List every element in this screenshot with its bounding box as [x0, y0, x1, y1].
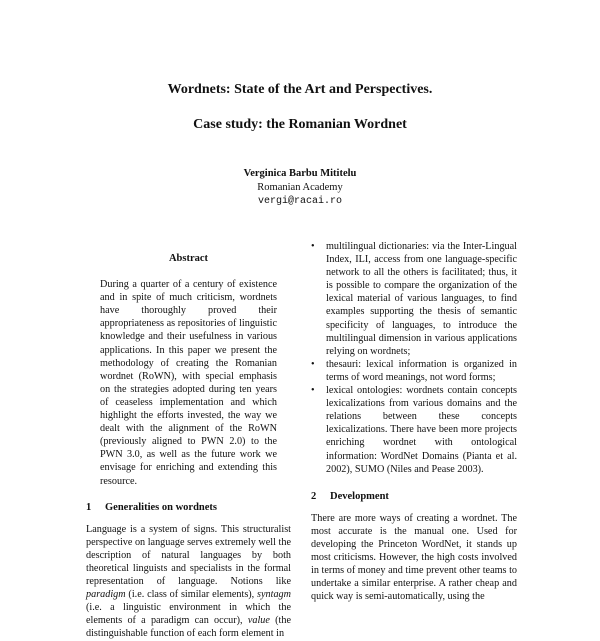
- author-name: Verginica Barbu Mititelu: [243, 168, 357, 179]
- left-column: [86, 252, 291, 641]
- section-1-heading: [86, 501, 291, 514]
- bullet-list: [311, 240, 517, 476]
- section-2-heading: [311, 490, 517, 503]
- term-value: value: [247, 615, 270, 627]
- section-1-title: Generalities on wordnets: [105, 501, 217, 513]
- paper-title-line1: Wordnets: State of the Art and Perspectives.: [167, 82, 433, 97]
- author-block: [0, 167, 600, 209]
- author-email: vergi@racai.ro: [257, 196, 342, 207]
- section-1-number: 1: [86, 501, 92, 513]
- bullet-icon: •: [311, 241, 315, 252]
- section-2-title: Development: [330, 490, 389, 502]
- bullet-icon: •: [311, 385, 315, 397]
- section-2-text: There are more ways of creating a wordnet. The most accurate is the manual one. Used for developing the Princeton WordNet, it stands up most criticisms. However, the high costs involved in terms of money and time prevent other teams to undertake a similar enterprise. A rather cheap and quick way is semi-automatically, using the: [311, 512, 517, 603]
- abstract-heading: Abstract: [168, 253, 209, 264]
- term-syntagm: syntagm: [257, 589, 291, 601]
- list-item: • thesauri: lexical information is organized in terms of word meanings, not word forms;: [311, 358, 517, 383]
- paper-title-line2: Case study: the Romanian Wordnet: [193, 117, 407, 132]
- author-affiliation: Romanian Academy: [257, 182, 343, 193]
- abstract-text: During a quarter of a century of existence and in spite of much criticism, wordnets have thoroughly proved their appropriateness as repositories of linguistic knowledge and their usefulness in various applications. In this paper we present the methodology of creating the Romanian wordnet (RoWN), with special emphasis on the strategies adopted during ten years of ceaseless implementation and which highlight the efforts invested, the way we dealt with the alignment of the RoWN (previously aligned to PWN 2.0) to the PWN 3.0, as well as the future work we envisage for enriching and extending this resource.: [100, 279, 277, 487]
- list-item: • multilingual dictionaries: via the Inter-Lingual Index, ILI, access from one language-specific network to all the others is facilitated; thus, it is possible to compare the organization of the lexical material of various languages, to find examples supporting the thesis of semantic specificity of languages, to introduce the multilingual dimension in various applications relying on wordnets;: [311, 241, 517, 357]
- section-1-text: Language is a system of signs. This structuralist perspective on language serves extremely well the description of natural languages by both theoretical linguists and specialists in the formal representation of language. Notions like paradigm (i.e. class of similar elements), syntagm (i.e. a linguistic environment in which the elements of a paradigm can occur), value (the distinguishable function of each form element in: [86, 523, 292, 640]
- term-paradigm: paradigm: [86, 589, 126, 601]
- list-item: • lexical ontologies: wordnets contain concepts lexicalizations from various domains and the relations between these concepts lexicalizations. There have been more projects enriching wordnet with ontological information: WordNet Domains (Pianta et al. 2002), SUMO (Niles and Pease 2003).: [311, 385, 517, 475]
- section-2-number: 2: [311, 490, 317, 502]
- right-column: [311, 240, 517, 603]
- bullet-icon: •: [311, 358, 315, 370]
